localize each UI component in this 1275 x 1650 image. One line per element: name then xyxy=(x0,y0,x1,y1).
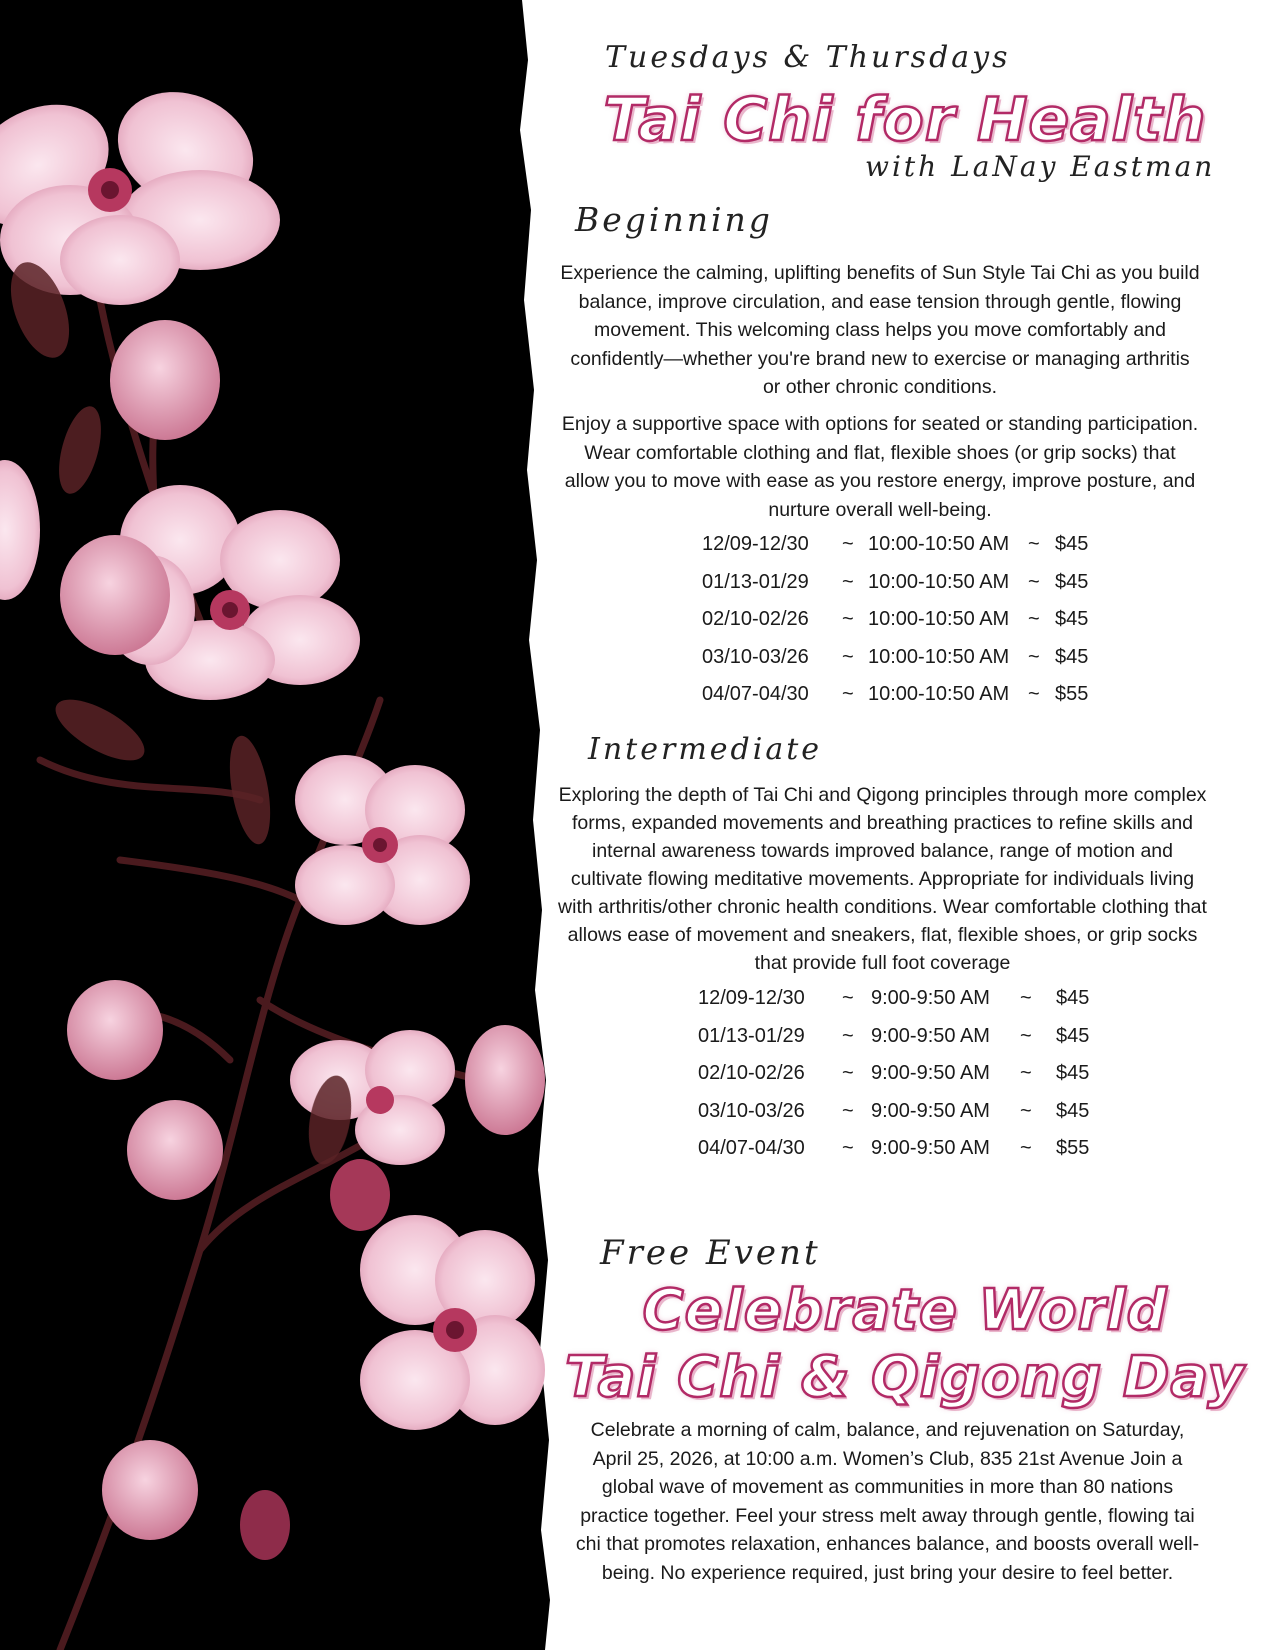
session-dates: 02/10-02/26 xyxy=(698,1062,805,1084)
session-price: $45 xyxy=(1055,533,1089,555)
intermediate-description: Exploring the depth of Tai Chi and Qigong principles through more complex forms, expanded movements and breathing practices to refine skills and internal awareness towards improved balance, range of motion and cultivate flowing meditative movements. Appropriate for individuals living with arthritis/other chronic health conditions. Wear comfortable clothing that allows ease of movement and sneakers, flat, flexible shoes, or grip socks that provide full foot coverage xyxy=(558,784,1207,974)
days-heading: Tuesdays & Thursdays xyxy=(605,40,1011,75)
beginning-heading: Beginning xyxy=(575,200,773,239)
separator: ~ xyxy=(842,645,854,668)
instructor-name: with LaNay Eastman xyxy=(865,150,1216,183)
separator: ~ xyxy=(842,1099,854,1122)
session-dates: 12/09-12/30 xyxy=(702,533,809,555)
separator: ~ xyxy=(1028,570,1040,593)
schedule-row xyxy=(555,1025,1255,1063)
session-dates: 04/07-04/30 xyxy=(702,683,809,705)
beginning-schedule xyxy=(555,533,1255,721)
session-dates: 03/10-03/26 xyxy=(698,1099,805,1122)
session-dates: 01/13-01/29 xyxy=(702,570,809,593)
session-time: 10:00-10:50 AM xyxy=(868,645,1010,668)
session-time: 10:00-10:50 AM xyxy=(868,570,1010,593)
separator: ~ xyxy=(842,533,854,555)
separator: ~ xyxy=(1020,1062,1032,1084)
separator: ~ xyxy=(1028,683,1040,705)
event-label: Free Event xyxy=(600,1233,821,1273)
separator: ~ xyxy=(842,608,854,630)
schedule-row xyxy=(555,571,1255,609)
intermediate-schedule xyxy=(555,987,1255,1175)
session-time: 9:00-9:50 AM xyxy=(871,1099,990,1122)
separator: ~ xyxy=(842,1137,854,1159)
schedule-row xyxy=(555,646,1255,684)
session-time: 10:00-10:50 AM xyxy=(868,533,1010,555)
session-price: $45 xyxy=(1056,1024,1090,1047)
session-dates: 12/09-12/30 xyxy=(698,987,805,1009)
event-description: Celebrate a morning of calm, balance, and rejuvenation on Saturday, April 25, 2026, at 10:00 a.m. Women’s Club, 835 21st Avenue Join a global wave of movement as communities in more than 80 nations practice together. Feel your stress melt away through gentle, flowing tai chi that promotes relaxation, enhances balance, and boosts overall well-being. No experience required, just bring your desire to feel better. xyxy=(575,1419,1200,1584)
schedule-row xyxy=(555,533,1255,571)
schedule-row xyxy=(555,1062,1255,1100)
session-price: $55 xyxy=(1055,683,1089,705)
intermediate-heading: Intermediate xyxy=(588,732,823,767)
separator: ~ xyxy=(1020,987,1032,1009)
event-title-line1: Celebrate World xyxy=(642,1278,1168,1343)
session-dates: 04/07-04/30 xyxy=(698,1137,805,1159)
schedule-row xyxy=(555,1100,1255,1138)
session-price: $45 xyxy=(1055,570,1089,593)
session-time: 10:00-10:50 AM xyxy=(868,608,1010,630)
separator: ~ xyxy=(1020,1099,1032,1122)
session-price: $55 xyxy=(1056,1137,1090,1159)
session-price: $45 xyxy=(1055,608,1089,630)
separator: ~ xyxy=(842,987,854,1009)
content-column xyxy=(555,0,1255,1650)
session-dates: 03/10-03/26 xyxy=(702,645,809,668)
separator: ~ xyxy=(842,1062,854,1084)
session-dates: 01/13-01/29 xyxy=(698,1024,805,1047)
separator: ~ xyxy=(842,1024,854,1047)
separator: ~ xyxy=(1028,608,1040,630)
schedule-row xyxy=(555,1137,1255,1175)
session-price: $45 xyxy=(1056,1099,1090,1122)
beginning-description: Experience the calming, uplifting benefits of Sun Style Tai Chi as you build balance, improve circulation, and ease tension through gentle, flowing movement. This welcoming class helps you move comfortably and confidently—whether you're brand new to exercise or managing arthritis or other chronic conditions. xyxy=(560,262,1200,398)
schedule-row xyxy=(555,683,1255,721)
cherry-blossom-artwork xyxy=(0,0,560,1650)
schedule-row xyxy=(555,608,1255,646)
beginning-attire: Enjoy a supportive space with options for seated or standing participation. Wear comfortable clothing and flat, flexible shoes (or grip socks) that allow you to move with ease as you restore energy, improve posture, and nurture overall well-being. xyxy=(561,413,1199,521)
session-price: $45 xyxy=(1056,987,1090,1009)
session-time: 9:00-9:50 AM xyxy=(871,1137,990,1159)
event-title-line2: Tai Chi & Qigong Day xyxy=(565,1345,1245,1410)
session-time: 9:00-9:50 AM xyxy=(871,1062,990,1084)
separator: ~ xyxy=(1020,1024,1032,1047)
session-time: 10:00-10:50 AM xyxy=(868,683,1010,705)
separator: ~ xyxy=(842,570,854,593)
separator: ~ xyxy=(1028,533,1040,555)
session-dates: 02/10-02/26 xyxy=(702,608,809,630)
separator: ~ xyxy=(842,683,854,705)
session-time: 9:00-9:50 AM xyxy=(871,1024,990,1047)
session-price: $45 xyxy=(1055,645,1089,668)
page-title: Tai Chi for Health xyxy=(603,85,1207,155)
separator: ~ xyxy=(1020,1137,1032,1159)
schedule-row xyxy=(555,987,1255,1025)
separator: ~ xyxy=(1028,645,1040,668)
session-time: 9:00-9:50 AM xyxy=(871,987,990,1009)
session-price: $45 xyxy=(1056,1062,1090,1084)
